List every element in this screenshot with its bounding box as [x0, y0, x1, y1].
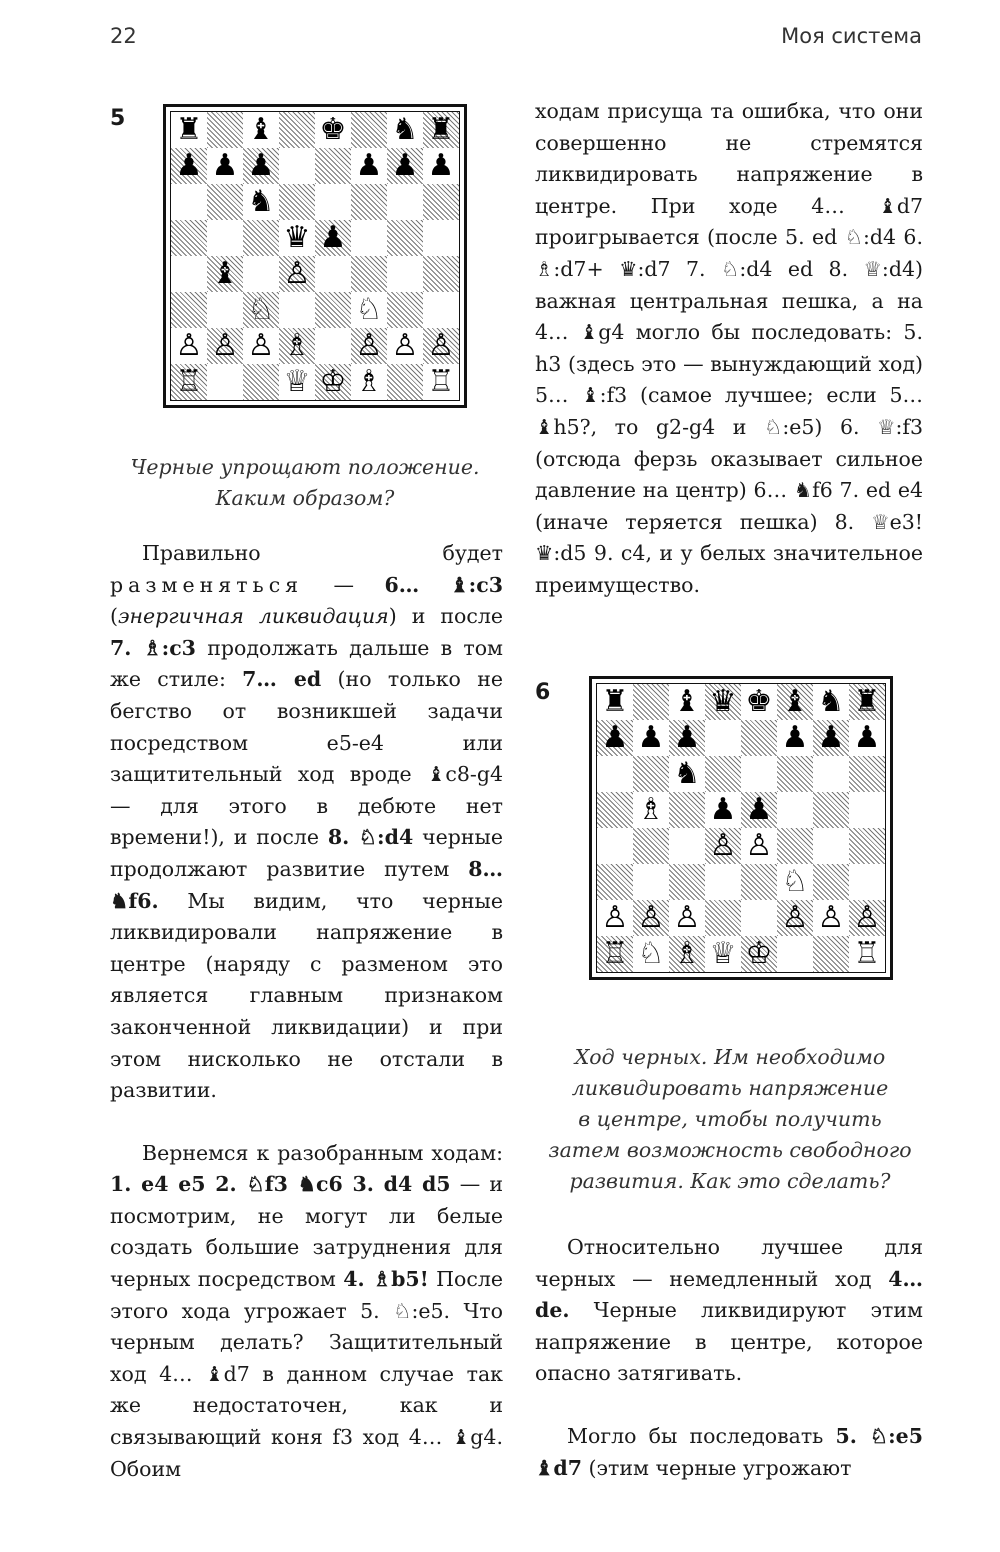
board-square [741, 864, 777, 900]
board-square [315, 292, 351, 328]
board-square [279, 364, 315, 400]
board-square [669, 828, 705, 864]
running-header: Моя система [781, 24, 922, 48]
board-square [315, 364, 351, 400]
chess-piece-icon: ♜ [601, 684, 629, 719]
board-square [597, 756, 633, 792]
board-square [849, 864, 885, 900]
board-square [669, 720, 705, 756]
board-square [243, 148, 279, 184]
chess-piece-icon: ♞ [817, 684, 845, 719]
right-column-top [535, 96, 923, 602]
board-square [387, 364, 423, 400]
chess-piece-icon: ♟ [319, 220, 347, 255]
diagram-caption [530, 1042, 930, 1197]
board-square [279, 112, 315, 148]
board-square [741, 936, 777, 972]
chess-piece-icon: ♟ [247, 148, 275, 183]
board-square [669, 936, 705, 972]
board-square [423, 112, 459, 148]
board-square [741, 900, 777, 936]
chess-piece-icon: ♙ [637, 900, 665, 935]
caption-line: затем возможность свободного [548, 1138, 912, 1162]
board-square [849, 720, 885, 756]
board-square [597, 792, 633, 828]
board-square [705, 900, 741, 936]
paragraph: Правильно будет разменяться — 6… ♝:c3 (энергичная ликвидация) и после 7. ♗:c3 продолжать дальше в том же стиле: 7… ed (но только не бегство от возникшей задачи посредством e5-e4 или защитительный ход вроде ♝c8-g4 — для этого в дебюте нет времени!), и после 8. ♘:d4 черные продолжают развитие путем 8… ♞f6. Мы видим, что черные ликвидировали напряжение в центре (наряду с разменом это является главным признаком законченной ликвидации) и при этом нисколько не отстали в развитии. [110, 541, 504, 1103]
chess-piece-icon: ♙ [601, 900, 629, 935]
chess-piece-icon: ♟ [637, 720, 665, 755]
chess-piece-icon: ♟ [175, 148, 203, 183]
chess-piece-icon: ♖ [175, 364, 203, 399]
board-square [741, 828, 777, 864]
chess-piece-icon: ♔ [745, 936, 773, 971]
caption-line: в центре, чтобы получить [578, 1107, 882, 1131]
board-square [171, 220, 207, 256]
board-square [705, 756, 741, 792]
board-square [243, 256, 279, 292]
board-square [849, 900, 885, 936]
chess-piece-icon: ♝ [211, 256, 239, 291]
chess-piece-icon: ♙ [709, 828, 737, 863]
board-square [171, 292, 207, 328]
board-square [351, 292, 387, 328]
board-square [243, 364, 279, 400]
board-square [315, 328, 351, 364]
chess-piece-icon: ♞ [247, 184, 275, 219]
chess-piece-icon: ♚ [319, 112, 347, 147]
paragraph: ходам присуща та ошибка, что они совершенно не стремятся ликвидировать напряжение в центре. При ходе 4… ♝d7 проигрывается (после 5. ed ♘:d4 6. ♗:d7+ ♛:d7 7. ♘:d4 ed 8. ♕:d4) важная центральная пешка, а на 4… ♝g4 могло бы последовать: 5. h3 (здесь это — вынуждающий ход) 5… ♝:f3 (самое лучшее; если 5… ♝h5?, то g2-g4 и ♘:e5) 6. ♕:f3 (отсюда ферзь оказывает сильное давление на центр) 6… ♞f6 7. ed e4 (иначе теряется пешка) 8. ♕e3! ♛:d5 9. c4, и у белых значительное преимущество. [535, 99, 923, 597]
chessboard [170, 111, 460, 401]
board-square [171, 148, 207, 184]
chess-piece-icon: ♜ [853, 684, 881, 719]
caption-line: Ход черных. Им необходимо [574, 1045, 886, 1069]
board-square [351, 148, 387, 184]
board-square [849, 828, 885, 864]
chess-piece-icon: ♟ [427, 148, 455, 183]
board-square [741, 756, 777, 792]
chess-piece-icon: ♟ [745, 792, 773, 827]
chess-piece-icon: ♘ [781, 864, 809, 899]
board-square [669, 792, 705, 828]
chess-piece-icon: ♝ [247, 112, 275, 147]
board-square [633, 900, 669, 936]
chess-diagram-6 [589, 676, 893, 980]
board-square [279, 328, 315, 364]
chess-piece-icon: ♗ [637, 792, 665, 827]
board-square [633, 756, 669, 792]
caption-line: ликвидировать напряжение [571, 1076, 889, 1100]
board-square [705, 684, 741, 720]
board-square [315, 256, 351, 292]
board-square [171, 112, 207, 148]
paragraph: Относительно лучшее для черных — немедленный ход 4… de. Черные ликвидируют этим напряжение в центре, которое опасно затягивать. [535, 1235, 923, 1386]
chess-piece-icon: ♟ [355, 148, 383, 183]
board-square [315, 112, 351, 148]
board-square [633, 720, 669, 756]
chess-piece-icon: ♘ [247, 292, 275, 327]
diagram-number: 5 [110, 106, 126, 131]
board-square [351, 184, 387, 220]
chess-piece-icon: ♟ [817, 720, 845, 755]
board-square [633, 684, 669, 720]
board-square [849, 792, 885, 828]
chess-piece-icon: ♘ [355, 292, 383, 327]
chess-piece-icon: ♕ [709, 936, 737, 971]
board-square [423, 148, 459, 184]
board-square [315, 220, 351, 256]
right-column-bottom [535, 1232, 923, 1484]
chess-piece-icon: ♘ [637, 936, 665, 971]
board-square [597, 900, 633, 936]
board-square [813, 900, 849, 936]
board-square [813, 936, 849, 972]
board-square [597, 828, 633, 864]
chess-piece-icon: ♝ [673, 684, 701, 719]
board-square [279, 220, 315, 256]
chess-piece-icon: ♛ [709, 684, 737, 719]
chess-piece-icon: ♞ [673, 756, 701, 791]
board-square [705, 720, 741, 756]
board-square [597, 684, 633, 720]
chess-piece-icon: ♗ [355, 364, 383, 399]
chess-piece-icon: ♙ [427, 328, 455, 363]
chess-piece-icon: ♙ [673, 900, 701, 935]
board-square [813, 684, 849, 720]
board-square [849, 684, 885, 720]
page-number: 22 [110, 24, 137, 48]
board-square [597, 720, 633, 756]
board-square [777, 684, 813, 720]
board-square [207, 292, 243, 328]
board-square [315, 184, 351, 220]
board-square [207, 220, 243, 256]
board-square [777, 864, 813, 900]
board-square [777, 828, 813, 864]
board-square [243, 112, 279, 148]
board-square [633, 792, 669, 828]
board-square [387, 220, 423, 256]
board-square [669, 900, 705, 936]
board-square [351, 256, 387, 292]
board-square [243, 184, 279, 220]
board-square [387, 184, 423, 220]
chess-piece-icon: ♛ [283, 220, 311, 255]
paragraph: Могло бы последовать 5. ♘:e5 ♝d7 (этим черные угрожают [535, 1423, 923, 1480]
board-square [207, 364, 243, 400]
board-square [315, 148, 351, 184]
chess-piece-icon: ♙ [745, 828, 773, 863]
board-square [813, 756, 849, 792]
board-square [423, 220, 459, 256]
chess-piece-icon: ♙ [853, 900, 881, 935]
board-square [633, 828, 669, 864]
board-square [351, 220, 387, 256]
board-square [813, 720, 849, 756]
board-square [171, 184, 207, 220]
board-square [813, 828, 849, 864]
chess-piece-icon: ♟ [673, 720, 701, 755]
board-square [849, 756, 885, 792]
chess-piece-icon: ♙ [355, 328, 383, 363]
chess-piece-icon: ♙ [211, 328, 239, 363]
board-square [633, 936, 669, 972]
chess-piece-icon: ♟ [781, 720, 809, 755]
board-square [387, 292, 423, 328]
board-square [813, 792, 849, 828]
board-square [777, 900, 813, 936]
board-square [243, 292, 279, 328]
board-square [351, 364, 387, 400]
board-square [243, 328, 279, 364]
board-square [171, 256, 207, 292]
chess-piece-icon: ♙ [283, 256, 311, 291]
chess-diagram-5 [163, 104, 467, 408]
chess-piece-icon: ♖ [427, 364, 455, 399]
chess-piece-icon: ♙ [781, 900, 809, 935]
board-square [423, 256, 459, 292]
chess-piece-icon: ♟ [853, 720, 881, 755]
board-square [423, 328, 459, 364]
board-square [423, 364, 459, 400]
board-square [741, 684, 777, 720]
board-square [207, 256, 243, 292]
board-square [207, 112, 243, 148]
board-square [705, 864, 741, 900]
board-square [849, 936, 885, 972]
board-square [279, 148, 315, 184]
board-square [633, 864, 669, 900]
diagram-number: 6 [535, 680, 551, 705]
board-square [387, 328, 423, 364]
board-square [387, 256, 423, 292]
chess-piece-icon: ♙ [391, 328, 419, 363]
chess-piece-icon: ♗ [673, 936, 701, 971]
board-square [351, 112, 387, 148]
caption-line: развития. Как это сделать? [569, 1169, 891, 1193]
caption-line: Черные упрощают положение. [130, 455, 480, 479]
diagram-caption [105, 452, 505, 514]
board-square [387, 148, 423, 184]
board-square [813, 864, 849, 900]
board-square [705, 936, 741, 972]
board-square [171, 328, 207, 364]
board-square [279, 292, 315, 328]
board-square [705, 792, 741, 828]
chess-piece-icon: ♙ [175, 328, 203, 363]
board-square [669, 756, 705, 792]
board-square [243, 220, 279, 256]
board-square [351, 328, 387, 364]
board-square [777, 936, 813, 972]
chess-piece-icon: ♟ [709, 792, 737, 827]
chess-piece-icon: ♜ [175, 112, 203, 147]
board-square [423, 184, 459, 220]
board-square [597, 936, 633, 972]
chess-piece-icon: ♗ [283, 328, 311, 363]
chess-piece-icon: ♞ [391, 112, 419, 147]
board-square [171, 364, 207, 400]
chess-piece-icon: ♟ [391, 148, 419, 183]
chessboard [596, 683, 886, 973]
chess-piece-icon: ♚ [745, 684, 773, 719]
chess-piece-icon: ♖ [853, 936, 881, 971]
chess-piece-icon: ♙ [247, 328, 275, 363]
board-square [207, 328, 243, 364]
chess-piece-icon: ♔ [319, 364, 347, 399]
board-square [741, 792, 777, 828]
board-square [597, 864, 633, 900]
board-square [279, 256, 315, 292]
chess-piece-icon: ♜ [427, 112, 455, 147]
board-square [387, 112, 423, 148]
board-square [423, 292, 459, 328]
chess-piece-icon: ♟ [211, 148, 239, 183]
chess-piece-icon: ♝ [781, 684, 809, 719]
chess-piece-icon: ♖ [601, 936, 629, 971]
board-square [279, 184, 315, 220]
board-square [741, 720, 777, 756]
chess-piece-icon: ♙ [817, 900, 845, 935]
caption-line: Каким образом? [215, 486, 395, 510]
paragraph: Вернемся к разобранным ходам: 1. e4 e5 2. ♘f3 ♞c6 3. d4 d5 — и посмотрим, не могут ли белые создать большие затруднения для черных посредством 4. ♗b5! После этого хода угрожает 5. ♘:e5. Что черным делать? Защитительный ход 4… ♝d7 в данном случае так же недостаточен, как и связывающий коня f3 ход 4… ♝g4. Обоим [110, 1140, 504, 1481]
board-square [207, 184, 243, 220]
left-column [110, 538, 503, 1485]
chess-piece-icon: ♟ [601, 720, 629, 755]
chess-piece-icon: ♕ [283, 364, 311, 399]
board-square [705, 828, 741, 864]
board-square [777, 756, 813, 792]
board-square [777, 792, 813, 828]
board-square [669, 684, 705, 720]
board-square [207, 148, 243, 184]
board-square [777, 720, 813, 756]
board-square [669, 864, 705, 900]
